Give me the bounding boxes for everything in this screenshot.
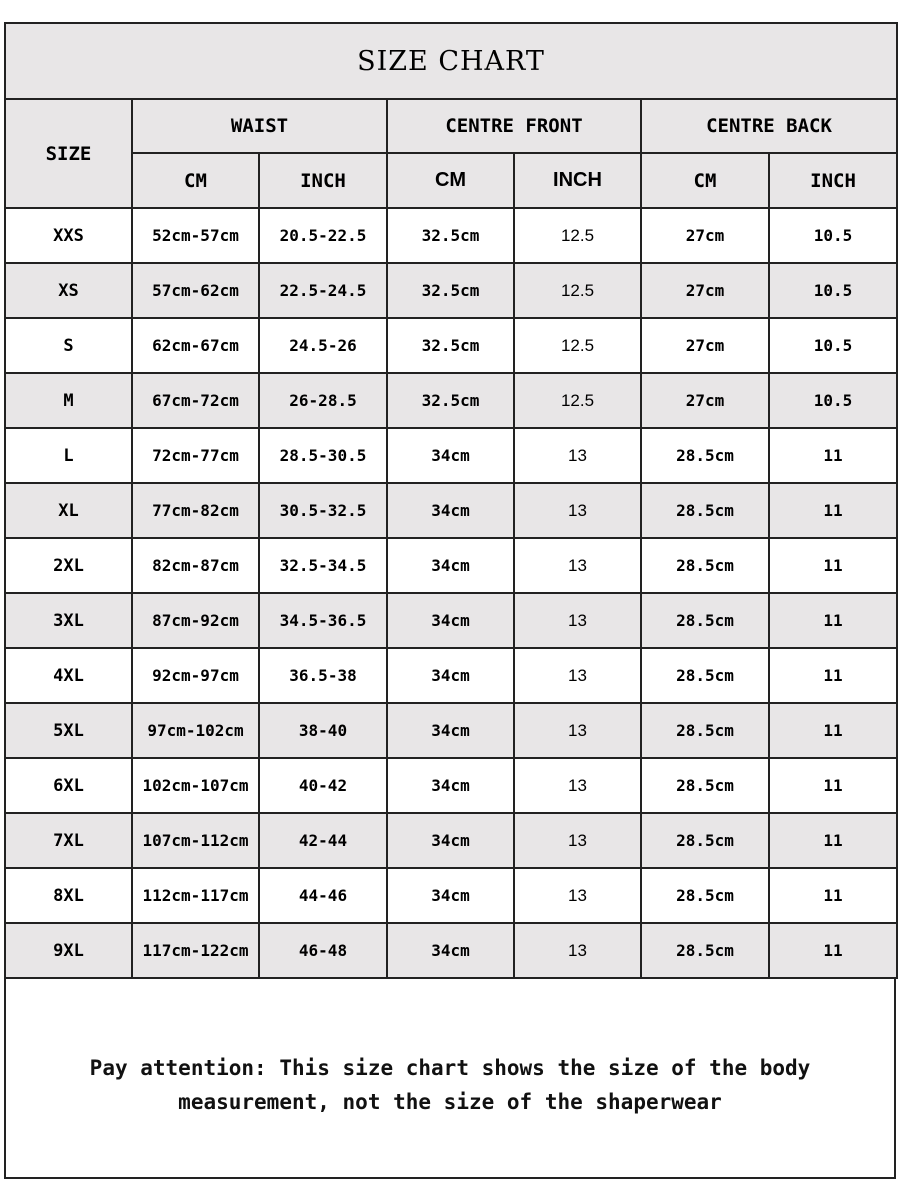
- table-row: [5, 703, 897, 758]
- size-cell: XXS: [5, 208, 132, 263]
- unit-header-row: [5, 153, 897, 208]
- front-cm-cell: 34cm: [387, 703, 514, 758]
- table-row: [5, 648, 897, 703]
- attention-note: [90, 1051, 811, 1119]
- back-inch-cell: 11: [769, 648, 897, 703]
- back-cm-cell: 28.5cm: [641, 923, 769, 978]
- front-cm-cell: 32.5cm: [387, 263, 514, 318]
- size-cell: 9XL: [5, 923, 132, 978]
- waist-inch-header: INCH: [259, 153, 387, 208]
- waist-cm-cell: 77cm-82cm: [132, 483, 259, 538]
- back-cm-cell: 28.5cm: [641, 648, 769, 703]
- waist-inch-cell: 32.5-34.5: [259, 538, 387, 593]
- waist-inch-cell: 34.5-36.5: [259, 593, 387, 648]
- front-cm-cell: 34cm: [387, 923, 514, 978]
- waist-cm-cell: 87cm-92cm: [132, 593, 259, 648]
- front-cm-cell: 34cm: [387, 758, 514, 813]
- back-inch-header: INCH: [769, 153, 897, 208]
- waist-cm-cell: 107cm-112cm: [132, 813, 259, 868]
- table-row: [5, 263, 897, 318]
- front-cm-cell: 34cm: [387, 593, 514, 648]
- size-cell: 6XL: [5, 758, 132, 813]
- back-cm-cell: 27cm: [641, 373, 769, 428]
- front-inch-cell: 12.5: [514, 318, 641, 373]
- size-cell: S: [5, 318, 132, 373]
- back-inch-cell: 11: [769, 868, 897, 923]
- size-cell: XL: [5, 483, 132, 538]
- size-cell: 5XL: [5, 703, 132, 758]
- front-cm-cell: 32.5cm: [387, 373, 514, 428]
- waist-cm-cell: 52cm-57cm: [132, 208, 259, 263]
- back-inch-cell: 11: [769, 538, 897, 593]
- size-chart-table: [4, 22, 898, 979]
- note-line-1: Pay attention: This size chart shows the size of the body: [89, 1056, 811, 1080]
- front-cm-cell: 34cm: [387, 868, 514, 923]
- waist-inch-cell: 38-40: [259, 703, 387, 758]
- back-inch-cell: 11: [769, 593, 897, 648]
- table-row: [5, 923, 897, 978]
- waist-cm-cell: 97cm-102cm: [132, 703, 259, 758]
- front-inch-cell: 12.5: [514, 208, 641, 263]
- front-inch-cell: 13: [514, 428, 641, 483]
- size-cell: 2XL: [5, 538, 132, 593]
- back-cm-header: CM: [641, 153, 769, 208]
- back-inch-cell: 11: [769, 703, 897, 758]
- front-inch-header: INCH: [514, 153, 641, 208]
- back-cm-cell: 28.5cm: [641, 538, 769, 593]
- table-row: [5, 868, 897, 923]
- size-rows: [5, 208, 897, 978]
- back-inch-cell: 11: [769, 813, 897, 868]
- back-cm-cell: 27cm: [641, 263, 769, 318]
- waist-inch-cell: 24.5-26: [259, 318, 387, 373]
- size-cell: 8XL: [5, 868, 132, 923]
- waist-group-header: WAIST: [132, 99, 387, 153]
- waist-cm-cell: 57cm-62cm: [132, 263, 259, 318]
- table-row: [5, 813, 897, 868]
- back-inch-cell: 10.5: [769, 208, 897, 263]
- back-inch-cell: 11: [769, 483, 897, 538]
- group-header-row: [5, 99, 897, 153]
- size-cell: L: [5, 428, 132, 483]
- table-row: [5, 538, 897, 593]
- centre-front-group-header: CENTRE FRONT: [387, 99, 641, 153]
- front-cm-cell: 34cm: [387, 648, 514, 703]
- waist-inch-cell: 26-28.5: [259, 373, 387, 428]
- front-inch-cell: 13: [514, 703, 641, 758]
- table-row: [5, 208, 897, 263]
- front-cm-cell: 34cm: [387, 813, 514, 868]
- table-row: [5, 318, 897, 373]
- front-inch-cell: 13: [514, 648, 641, 703]
- front-inch-cell: 13: [514, 758, 641, 813]
- waist-inch-cell: 36.5-38: [259, 648, 387, 703]
- chart-title: SIZE CHART: [5, 23, 897, 99]
- waist-cm-cell: 62cm-67cm: [132, 318, 259, 373]
- waist-cm-cell: 92cm-97cm: [132, 648, 259, 703]
- waist-cm-cell: 102cm-107cm: [132, 758, 259, 813]
- front-inch-cell: 12.5: [514, 373, 641, 428]
- back-inch-cell: 10.5: [769, 373, 897, 428]
- front-inch-cell: 13: [514, 868, 641, 923]
- front-cm-header: CM: [387, 153, 514, 208]
- back-cm-cell: 28.5cm: [641, 758, 769, 813]
- back-inch-cell: 10.5: [769, 318, 897, 373]
- waist-cm-cell: 82cm-87cm: [132, 538, 259, 593]
- waist-cm-cell: 117cm-122cm: [132, 923, 259, 978]
- back-cm-cell: 28.5cm: [641, 868, 769, 923]
- waist-cm-cell: 67cm-72cm: [132, 373, 259, 428]
- waist-inch-cell: 20.5-22.5: [259, 208, 387, 263]
- front-cm-cell: 34cm: [387, 428, 514, 483]
- back-inch-cell: 11: [769, 923, 897, 978]
- back-inch-cell: 10.5: [769, 263, 897, 318]
- table-row: [5, 428, 897, 483]
- front-cm-cell: 32.5cm: [387, 208, 514, 263]
- table-row: [5, 483, 897, 538]
- waist-inch-cell: 28.5-30.5: [259, 428, 387, 483]
- front-inch-cell: 12.5: [514, 263, 641, 318]
- size-cell: 4XL: [5, 648, 132, 703]
- table-row: [5, 593, 897, 648]
- back-inch-cell: 11: [769, 428, 897, 483]
- back-cm-cell: 27cm: [641, 208, 769, 263]
- back-cm-cell: 28.5cm: [641, 593, 769, 648]
- waist-cm-cell: 72cm-77cm: [132, 428, 259, 483]
- waist-inch-cell: 40-42: [259, 758, 387, 813]
- size-cell: 7XL: [5, 813, 132, 868]
- back-cm-cell: 28.5cm: [641, 483, 769, 538]
- centre-back-group-header: CENTRE BACK: [641, 99, 897, 153]
- note-line-2: measurement, not the size of the shaperwear: [178, 1090, 722, 1114]
- back-cm-cell: 28.5cm: [641, 428, 769, 483]
- waist-inch-cell: 44-46: [259, 868, 387, 923]
- back-cm-cell: 27cm: [641, 318, 769, 373]
- waist-cm-cell: 112cm-117cm: [132, 868, 259, 923]
- waist-inch-cell: 30.5-32.5: [259, 483, 387, 538]
- front-inch-cell: 13: [514, 538, 641, 593]
- size-cell: 3XL: [5, 593, 132, 648]
- back-cm-cell: 28.5cm: [641, 703, 769, 758]
- front-cm-cell: 32.5cm: [387, 318, 514, 373]
- front-inch-cell: 13: [514, 923, 641, 978]
- waist-cm-header: CM: [132, 153, 259, 208]
- front-cm-cell: 34cm: [387, 538, 514, 593]
- table-row: [5, 373, 897, 428]
- size-cell: XS: [5, 263, 132, 318]
- front-inch-cell: 13: [514, 483, 641, 538]
- back-inch-cell: 11: [769, 758, 897, 813]
- waist-inch-cell: 46-48: [259, 923, 387, 978]
- back-cm-cell: 28.5cm: [641, 813, 769, 868]
- waist-inch-cell: 42-44: [259, 813, 387, 868]
- size-column-header: SIZE: [5, 99, 132, 208]
- front-inch-cell: 13: [514, 593, 641, 648]
- title-row: [5, 23, 897, 99]
- front-inch-cell: 13: [514, 813, 641, 868]
- table-row: [5, 758, 897, 813]
- front-cm-cell: 34cm: [387, 483, 514, 538]
- size-cell: M: [5, 373, 132, 428]
- waist-inch-cell: 22.5-24.5: [259, 263, 387, 318]
- note-box: [4, 979, 896, 1179]
